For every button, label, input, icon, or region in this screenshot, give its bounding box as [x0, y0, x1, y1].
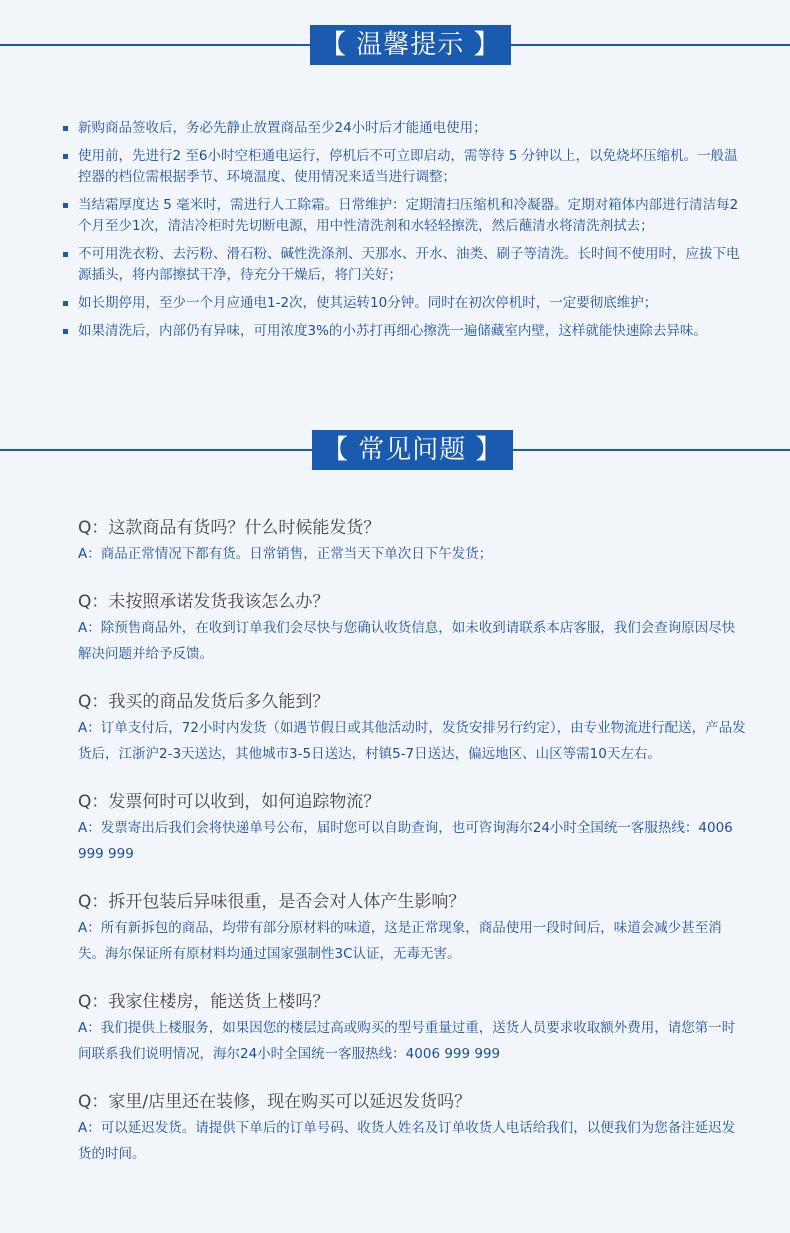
faq-item: [78, 515, 748, 567]
faq-item: [78, 789, 748, 867]
tip-item: [60, 321, 750, 342]
faq-question: Q：我家住楼房，能送货上楼吗？: [78, 992, 330, 1012]
faq-item: [78, 989, 748, 1067]
tips-section-header: [0, 25, 790, 65]
tip-item: [60, 293, 750, 314]
bullet-icon: [63, 203, 68, 208]
faq-answer: A：商品正常情况下都有货。日常销售，正常当天下单次日下午发货；: [78, 546, 493, 562]
faq-item: [78, 1089, 748, 1167]
bullet-icon: [63, 154, 68, 159]
faq-question: Q：我买的商品发货后多久能到？: [78, 692, 330, 712]
bullet-icon: [63, 301, 68, 306]
faq-item: [78, 889, 748, 967]
tip-text: 如长期停用，至少一个月应通电1-2次，使其运转10分钟。同时在初次停机时，一定要彻底维护；: [78, 295, 658, 311]
tip-text: 使用前，先进行2 至6小时空柜通电运行，停机后不可立即启动，需等待 5 分钟以上，以免烧坏压缩机。一般温控器的档位需根据季节、环境温度、使用情况来适当进行调整；: [78, 148, 738, 185]
bullet-icon: [63, 252, 68, 257]
faq-question: Q：未按照承诺发货我该怎么办？: [78, 592, 330, 612]
faq-answer: A：所有新拆包的商品，均带有部分原材料的味道，这是正常现象，商品使用一段时间后，味道会减少甚至消失。海尔保证所有原材料均通过国家强制性3C认证，无毒无害。: [78, 920, 722, 962]
faq-list: [78, 515, 748, 1189]
tip-text: 如果清洗后，内部仍有异味，可用浓度3%的小苏打再细心擦洗一遍储藏室内壁，这样就能快速除去异味。: [78, 323, 707, 339]
faq-item: [78, 589, 748, 667]
bullet-icon: [63, 329, 68, 334]
faq-section-header: [0, 430, 790, 470]
faq-question: Q：拆开包装后异味很重，是否会对人体产生影响？: [78, 892, 466, 912]
faq-question: Q：家里/店里还在装修，现在购买可以延迟发货吗？: [78, 1092, 472, 1112]
tip-item: [60, 118, 750, 139]
tip-text: 不可用洗衣粉、去污粉、滑石粉、碱性洗涤剂、天那水、开水、油类、刷子等清洗。长时间不使用时，应拔下电源插头，将内部擦拭干净，待充分干燥后，将门关好；: [78, 246, 740, 283]
faq-question: Q：发票何时可以收到，如何追踪物流？: [78, 792, 381, 812]
faq-answer: A：订单支付后，72小时内发货（如遇节假日或其他活动时，发货安排另行约定），由专业物流进行配送，产品发货后，江浙沪2-3天送达，其他城市3-5日送达，村镇5-7日送达，偏远地区、山区等需10天左右。: [78, 720, 746, 762]
tip-item: [60, 146, 750, 188]
tip-item: [60, 244, 750, 286]
faq-item: [78, 689, 748, 767]
tips-list: [60, 118, 750, 349]
bullet-icon: [63, 126, 68, 131]
faq-question: Q：这款商品有货吗？什么时候能发货？: [78, 518, 381, 538]
tip-text: 新购商品签收后，务必先静止放置商品至少24小时后才能通电使用；: [78, 120, 487, 136]
faq-answer: A：除预售商品外，在收到订单我们会尽快与您确认收货信息，如未收到请联系本店客服，我们会查询原因尽快解决问题并给予反馈。: [78, 620, 736, 662]
tip-text: 当结霜厚度达 5 毫米时，需进行人工除霜。日常维护：定期清扫压缩机和冷凝器。定期对箱体内部进行清洁每2个月至少1次，清洁冷柜时先切断电源，用中性清洗剂和水轻轻擦洗，然后蘸清水将清洗剂拭去；: [78, 197, 739, 234]
faq-answer: A：我们提供上楼服务，如果因您的楼层过高或购买的型号重量过重，送货人员要求收取额外费用，请您第一时间联系我们说明情况，海尔24小时全国统一客服热线：4006 999 999: [78, 1020, 736, 1062]
tips-section-title: 【 温馨提示 】: [310, 25, 511, 65]
faq-section-title: 【 常见问题 】: [312, 430, 513, 470]
faq-answer: A：可以延迟发货。请提供下单后的订单号码、收货人姓名及订单收货人电话给我们，以便我们为您备注延迟发货的时间。: [78, 1120, 736, 1162]
faq-answer: A：发票寄出后我们会将快递单号公布，届时您可以自助查询，也可咨询海尔24小时全国统一客服热线：4006 999 999: [78, 820, 733, 862]
tip-item: [60, 195, 750, 237]
